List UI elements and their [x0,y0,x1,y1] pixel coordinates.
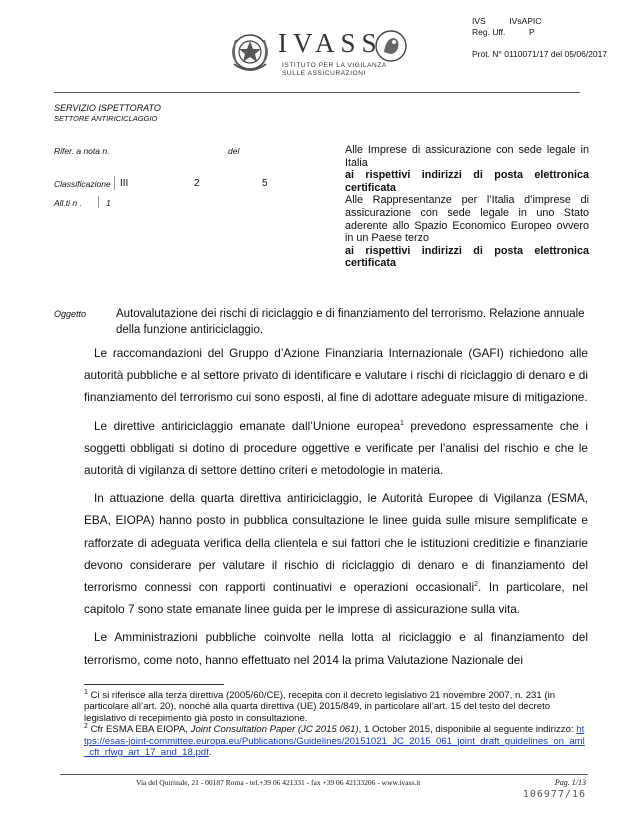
footnotes [84,690,586,758]
addressee-2: Alle Rappresentanze per l’Italia d’imprese di assicurazione con sede legale in uno Stato aderente allo Spazio Economico Europeo ovvero in un Paese terzo [345,194,589,245]
ivass-logo [228,26,408,82]
ivass-subtitle-line-2: SULLE ASSICURAZIONI [282,70,367,77]
department-block [54,103,161,124]
subject-label: Oggetto [54,309,87,319]
protocol-line-2: Reg. Uff. P [472,27,535,37]
footnote-1 [84,690,586,724]
page-number: Pag. 1/13 [554,778,586,787]
addressee-2-pec: ai rispettivi indirizzi di posta elettronica certificata [345,244,589,270]
classification-value-1: III [120,178,129,189]
body-paragraph-2 [84,415,588,482]
attachments-separator [98,196,99,208]
protocol-number: Prot. N° 0110071/17 del 05/06/2017 [472,49,608,59]
ivass-subtitle [282,62,387,78]
body-paragraph-2-end: prevedono espressamente che i soggetti obbligati si dotino di procedure oggettive e verificate per l’analisi del rischio e che le autorità di vigilanza di settore dettino criteri e metodologie in materia. [84,418,588,478]
protocol-line-1: IVS IVsAPIC [472,16,542,26]
footnote-2-title: Joint Consultation Paper (JC 2015 061) [190,724,359,736]
letter-body [84,342,588,677]
body-paragraph-4: Le Amministrazioni pubbliche coinvolte nella lotta al riciclaggio e al finanziamento del terrorismo, come noto, hanno effettuato nel 2014 la prima Valutazione Nazionale dei [84,630,588,667]
service-name: SERVIZIO ISPETTORATO [54,103,161,113]
footnote-2-link[interactable]: https://esas-joint-committee.europa.eu/Publications/Guidelines/20151021_JC_2015_061_joint_draft_guidelines_on_aml_cft_rfwg_art_17_and_18.pdf [84,724,585,759]
footnote-ref-1: 1 [400,419,404,427]
subject-text: Autovalutazione dei rischi di riciclaggio e di finanziamento del terrorismo. Relazione annuale della funzione antiriciclaggio. [116,308,585,336]
attachments-label: All.ti n . [54,198,82,208]
footnote-2-text-a: Cfr ESMA EBA EIOPA, [87,724,191,736]
body-paragraph-1: Le raccomandazioni del Gruppo d’Azione Finanziaria Internazionale (GAFI) richiedono alle autorità pubbliche e al settore privato di identificare e valutare i rischi di riciclaggio di denaro e di finanziamento del terrorismo cui sono esposti, al fine di adottare adeguate misure di mitigazione. [84,346,588,405]
addressee-1-pec: ai rispettivi indirizzi di posta elettronica certificata [345,169,589,194]
classification-value-3: 5 [262,178,268,189]
footnote-1-text: Ci si riferisce alla terza direttiva (2005/60/CE), recepita con il decreto legislativo 21 novembre 2007, n. 231 (in particolare all’art. 20), nonché alla quarta direttiva (UE) 2015/849, in particolare all’art. 15 del testo del decreto legislativo di recepimento già posto in consultazione. [84,690,556,724]
body-paragraph-3-end: . In particolare, nel capitolo 7 sono state emanate linee guida per le imprese di assicurazione sulla vita. [84,580,588,617]
footer-address: Via del Quirinale, 21 - 00187 Roma - tel.+39 06 421331 - fax +39 06 42133206 - www.ivass.it [136,778,421,787]
addressees-block [345,144,589,270]
footnote-divider [84,684,224,685]
attachments-value: 1 [106,198,111,208]
footnote-2-number: 2 [84,723,88,731]
classification-separator [114,176,115,190]
rifer-label: Rifer. a nota n. [54,146,110,156]
ivass-wordmark: IVASS [278,28,383,58]
addressee-1: Alle Imprese di assicurazione con sede legale in Italia [345,144,589,169]
classification-value-2: 2 [194,178,200,189]
footnote-2-text-b: , 1 October 2015, disponibile al seguente indirizzo: [358,724,577,736]
classification-label: Classificazione [54,179,111,189]
del-label: del [228,146,240,156]
header-divider [54,92,580,93]
footnote-ref-2: 2 [474,581,479,589]
footnote-1-number: 1 [84,688,88,696]
body-paragraph-3-start: In attuazione della quarta direttiva antiriciclaggio, le Autorità Europee di Vigilanza (ESMA, EBA, EIOPA) hanno posto in pubblica consultazione le linee guida sulle misure semplificate e rafforzate di adeguata verifica della clientela e sui fattori che le istituzioni creditizie e finanziarie devono considerare per valutare il rischio di riciclaggio di denaro e di finanziamento del terrorismo connessi con rapporti continuativi e operazioni occasionali [84,491,588,595]
document-stamp: 106977/16 [522,789,586,800]
body-paragraph-3 [84,487,588,620]
protocol-block [472,16,612,60]
body-paragraph-2-start: Le direttive antiriciclaggio emanate dall’Unione europea [94,418,401,433]
footer-divider [60,774,588,775]
sector-name: SETTORE ANTIRICICLAGGIO [54,114,158,123]
footnote-2-end: . [208,747,212,759]
footnote-2 [84,724,586,758]
lion-seal-icon [374,26,408,66]
italian-emblem-icon [228,28,272,76]
ivass-subtitle-line-1: ISTITUTO PER LA VIGILANZA [282,62,387,69]
